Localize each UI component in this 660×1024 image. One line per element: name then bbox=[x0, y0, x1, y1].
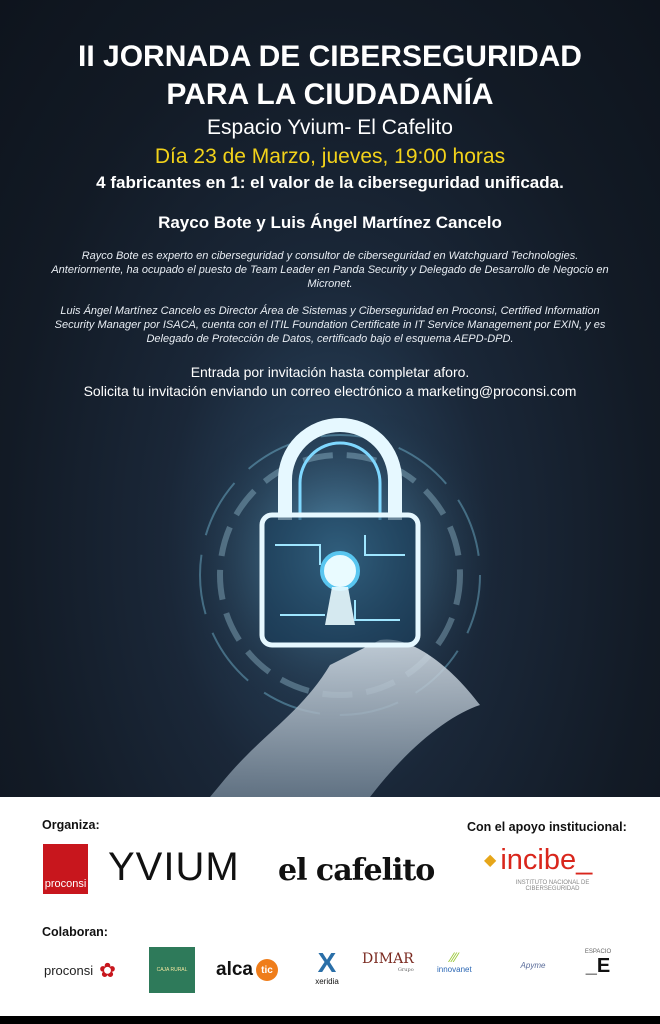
organiza-label: Organiza: bbox=[42, 818, 100, 832]
apoyo-label: Con el apoyo institucional: bbox=[467, 820, 627, 834]
dimar-logo bbox=[362, 951, 414, 973]
innovanet-logo bbox=[437, 949, 472, 974]
dimar-text: DIMAR bbox=[362, 951, 414, 967]
alcatic-logo bbox=[216, 958, 278, 982]
innovanet-rays-icon: ⁄⁄⁄ bbox=[450, 949, 458, 965]
espacio-e-logo bbox=[578, 949, 618, 978]
padlock-hand-illustration bbox=[150, 415, 530, 797]
speakers: Rayco Bote y Luis Ángel Martínez Cancelo bbox=[158, 213, 502, 232]
espacio-text: ESPACIO bbox=[584, 949, 612, 955]
apyme-logo: Apyme bbox=[520, 961, 546, 970]
tic-badge: tic bbox=[256, 959, 278, 981]
event-topic: 4 fabricantes en 1: el valor de la ciberseguridad unificada. bbox=[96, 173, 564, 192]
e-text: _E bbox=[585, 955, 611, 977]
incibe-subtitle: INSTITUTO NACIONAL DE CIBERSEGURIDAD bbox=[515, 880, 590, 892]
incibe-diamond-icon: ◆ bbox=[484, 852, 497, 869]
dimar-grupo: Grupo bbox=[397, 967, 414, 973]
xeridia-text: xeridia bbox=[315, 977, 339, 986]
sponsors-footer bbox=[0, 797, 660, 1016]
alca-text: alca bbox=[216, 959, 253, 980]
incibe-name: incibe_ bbox=[500, 843, 593, 876]
proconsi-logo bbox=[43, 844, 88, 894]
proconsi-collab-logo bbox=[44, 957, 116, 983]
caja-rural-logo: CAJA RURAL bbox=[149, 947, 195, 993]
bottom-bar bbox=[0, 1016, 660, 1024]
venue: Espacio Yvium- El Cafelito bbox=[207, 116, 453, 139]
el-cafelito-logo: el cafelito bbox=[278, 852, 435, 888]
proconsi-collab-text: proconsi bbox=[44, 962, 94, 978]
invitation-line-1: Entrada por invitación hasta completar aforo. bbox=[190, 364, 470, 380]
innovanet-text: innovanet bbox=[437, 965, 472, 974]
incibe-logo bbox=[484, 845, 592, 875]
xeridia-x-icon: X bbox=[317, 947, 337, 978]
title-line-1: II JORNADA DE CIBERSEGURIDAD bbox=[78, 40, 582, 73]
xeridia-logo bbox=[310, 949, 344, 986]
colaboran-label: Colaboran: bbox=[42, 925, 108, 939]
title-line-2: PARA LA CIUDADANÍA bbox=[166, 78, 494, 111]
event-title bbox=[0, 38, 660, 114]
bio-luis: Luis Ángel Martínez Cancelo es Director Área de Sistemas y Ciberseguridad en Proconsi, Certified Information Security Manager por ISACA, cuenta con el ITIL Foundation Certificate in IT Service Management por EXIN, y es Delegado de Protección de Datos, certificado bajo el esquema AEPD-DPD. bbox=[54, 305, 606, 345]
proconsi-knot-icon: ✿ bbox=[99, 959, 116, 982]
bio-rayco: Rayco Bote es experto en ciberseguridad y consultor de ciberseguridad en Watchguard Technologies. Anteriormente, ha ocupado el puesto de Team Leader en Panda Security y Delegado de Desarrollo de Negocio en Micronet. bbox=[51, 250, 609, 290]
proconsi-logo-text: proconsi bbox=[44, 878, 87, 890]
invitation-line-2: Solicita tu invitación enviando un correo electrónico a marketing@proconsi.com bbox=[83, 383, 577, 399]
invitation-info bbox=[0, 363, 660, 401]
yvium-logo: YVIUM bbox=[108, 844, 240, 889]
event-date: Día 23 de Marzo, jueves, 19:00 horas bbox=[154, 145, 506, 168]
